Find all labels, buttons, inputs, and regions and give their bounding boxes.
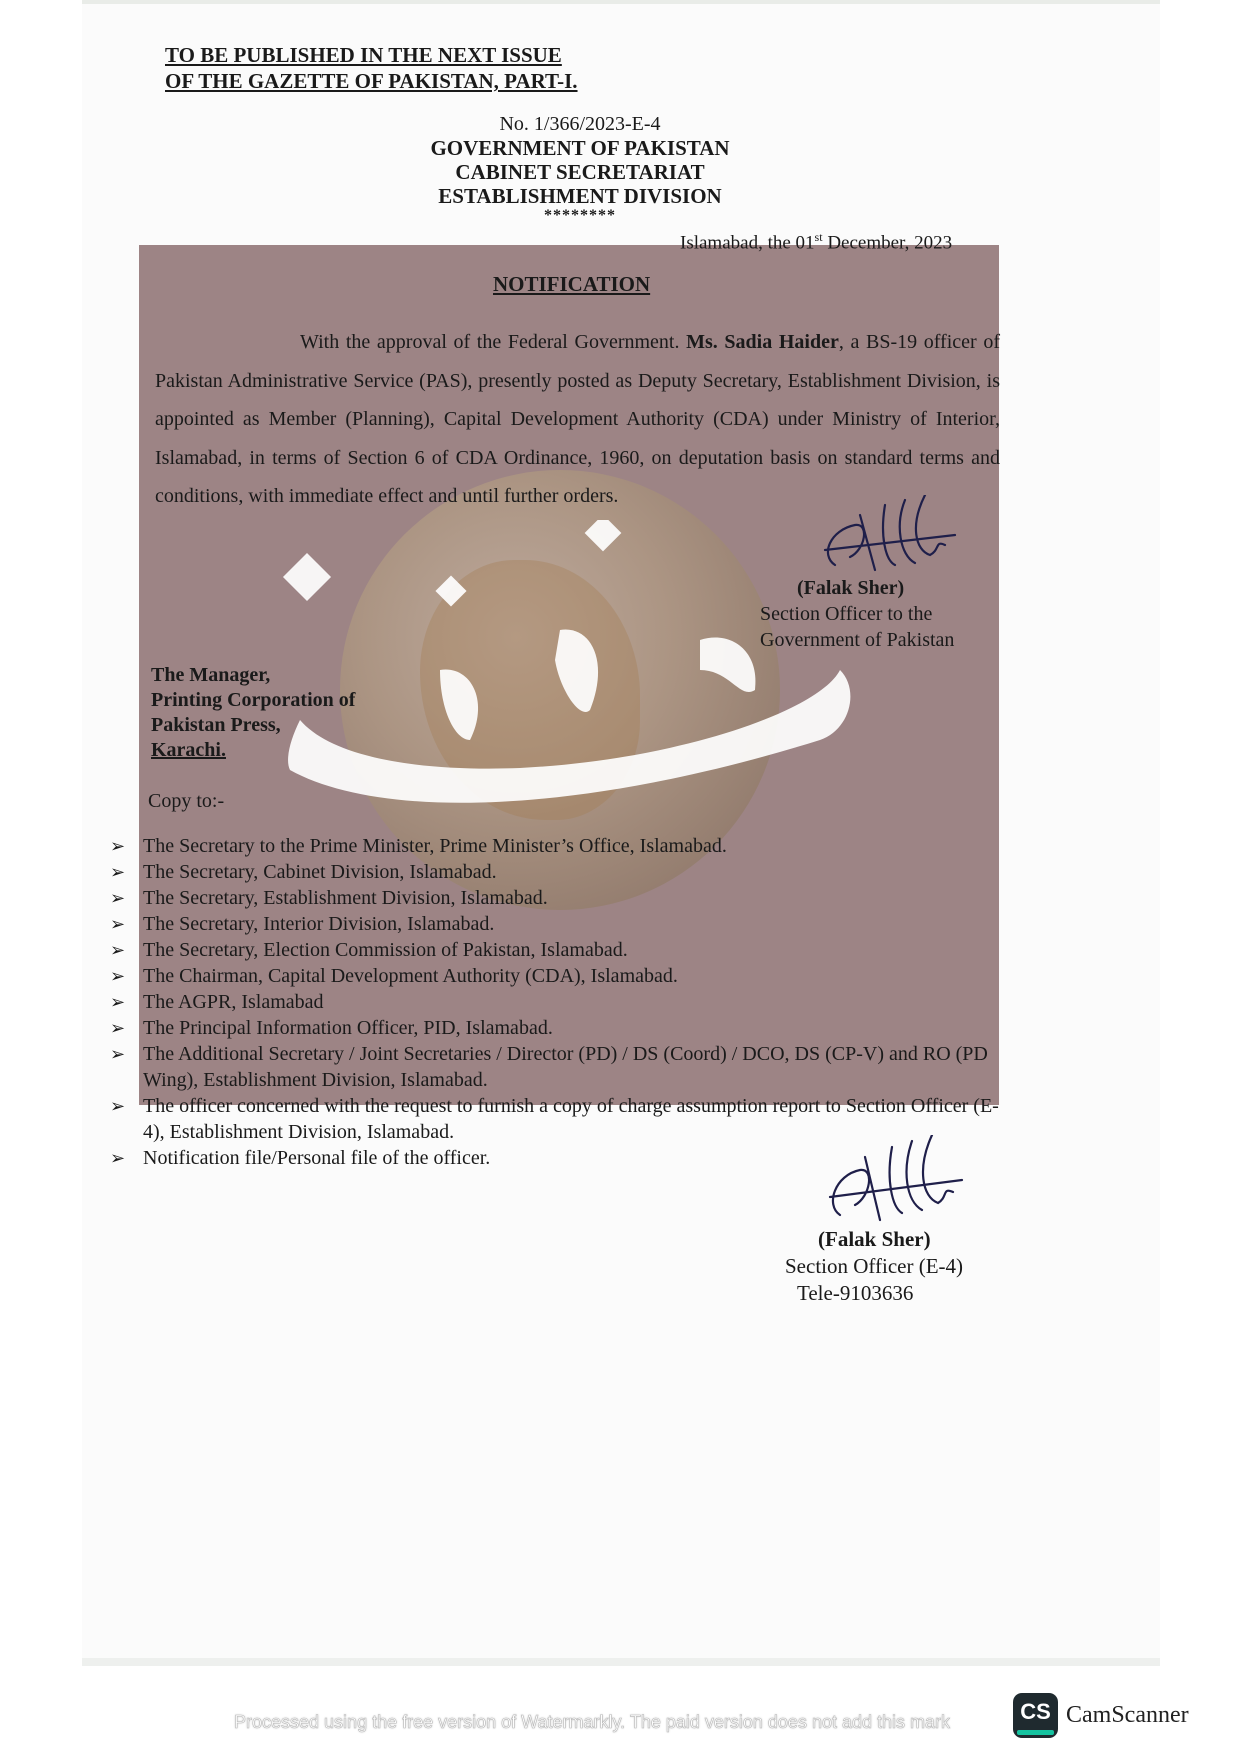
secretariat-heading: CABINET SECRETARIAT (455, 160, 705, 184)
camscanner-badge-bar (1017, 1730, 1054, 1735)
signatory-1-title-line-1: Section Officer to the (760, 603, 933, 625)
arrow-bullet-icon: ➢ (110, 888, 126, 908)
signatory-2-name: (Falak Sher) (818, 1227, 931, 1251)
officer-name: Ms. Sadia Haider (686, 331, 839, 353)
addressee-line-3: Pakistan Press, (151, 714, 281, 736)
gazette-line-2: OF THE GAZETTE OF PAKISTAN, PART-I. (165, 69, 578, 93)
addressee-line-1: The Manager, (151, 664, 271, 686)
list-item: ➢ The Chairman, Capital Development Authority (CDA), Islamabad. (110, 965, 678, 987)
signature-2 (820, 1135, 970, 1225)
date-ordinal: st (814, 230, 823, 244)
arrow-bullet-icon: ➢ (110, 940, 126, 960)
list-item: ➢ The Secretary, Cabinet Division, Islamabad. (110, 861, 497, 883)
date-prefix: Islamabad, the 01 (680, 232, 815, 254)
notification-body (155, 323, 1000, 516)
body-text-after: , a BS-19 officer of Pakistan Administrative Service (PAS), presently posted as Deputy Secretary, Establishment Division, is appointed as Member (Planning), Capital Development Authority (CDA) under Ministry of Interior, Islamabad, in terms of Section 6 of CDA Ordinance, 1960, on deputation basis on standard terms and conditions, with immediate effect and until further orders. (155, 331, 1000, 507)
signatory-1-name: (Falak Sher) (797, 577, 905, 599)
list-item: ➢ The Secretary, Election Commission of Pakistan, Islamabad. (110, 939, 628, 961)
arrow-bullet-icon: ➢ (110, 992, 126, 1012)
arrow-bullet-icon: ➢ (110, 1044, 126, 1064)
copy-distribution-list (110, 833, 1010, 1171)
date-suffix: December, 2023 (822, 232, 953, 254)
signatory-2-telephone: Tele-9103636 (797, 1281, 914, 1305)
separator-stars: ******** (544, 207, 616, 224)
signatory-1-block (760, 575, 954, 653)
gazette-heading (165, 42, 578, 94)
list-item: ➢ The Secretary, Interior Division, Islamabad. (110, 913, 495, 935)
notification-title: NOTIFICATION (493, 272, 651, 296)
reference-number: No. 1/366/2023-E-4 (499, 113, 661, 135)
list-item: ➢ The AGPR, Islamabad (110, 991, 324, 1013)
camscanner-logo-icon (1013, 1693, 1058, 1738)
gazette-line-1: TO BE PUBLISHED IN THE NEXT ISSUE (165, 43, 562, 67)
scan-edge-bottom (82, 1658, 1160, 1666)
govt-heading: GOVERNMENT OF PAKISTAN (430, 136, 730, 160)
office-header (380, 112, 780, 224)
list-item: ➢ The Additional Secretary / Joint Secretaries / Director (PD) / DS (Coord) / DCO, DS (CP-V) and RO (PD Wing), Establishment Division, Islamabad. (110, 1043, 988, 1091)
camscanner-label: CamScanner (1066, 1702, 1189, 1728)
scan-edge-top (82, 0, 1160, 4)
list-item: ➢ The Principal Information Officer, PID, Islamabad. (110, 1017, 553, 1039)
arrow-bullet-icon: ➢ (110, 862, 126, 882)
body-text-before: With the approval of the Federal Government. (300, 331, 687, 353)
arrow-bullet-icon: ➢ (110, 914, 126, 934)
addressee-line-2: Printing Corporation of (151, 689, 356, 711)
arrow-bullet-icon: ➢ (110, 1096, 126, 1116)
watermarkly-notice: Processed using the free version of Watermarkly. The paid version does not add this mark (234, 1712, 951, 1732)
addressee-city: Karachi. (151, 739, 226, 761)
signatory-2-block (785, 1226, 963, 1307)
signature-1 (815, 495, 965, 575)
addressee-block (151, 663, 355, 763)
copy-to-label: Copy to:- (148, 790, 225, 812)
list-item: ➢ The Secretary, Establishment Division, Islamabad. (110, 887, 548, 909)
list-item: ➢ The officer concerned with the request to furnish a copy of charge assumption report to Section Officer (E-4), Establishment Division, Islamabad. (110, 1095, 999, 1143)
list-item: ➢ The Secretary to the Prime Minister, Prime Minister’s Office, Islamabad. (110, 835, 727, 857)
arrow-bullet-icon: ➢ (110, 836, 126, 856)
division-heading: ESTABLISHMENT DIVISION (438, 184, 722, 208)
issue-date (680, 230, 952, 254)
camscanner-badge-text: CS (1020, 1699, 1051, 1724)
arrow-bullet-icon: ➢ (110, 1018, 126, 1038)
signatory-2-title: Section Officer (E-4) (785, 1254, 964, 1278)
arrow-bullet-icon: ➢ (110, 966, 126, 986)
arrow-bullet-icon: ➢ (110, 1148, 126, 1168)
signatory-1-title-line-2: Government of Pakistan (760, 629, 955, 651)
list-item: ➢ Notification file/Personal file of the officer. (110, 1147, 491, 1169)
